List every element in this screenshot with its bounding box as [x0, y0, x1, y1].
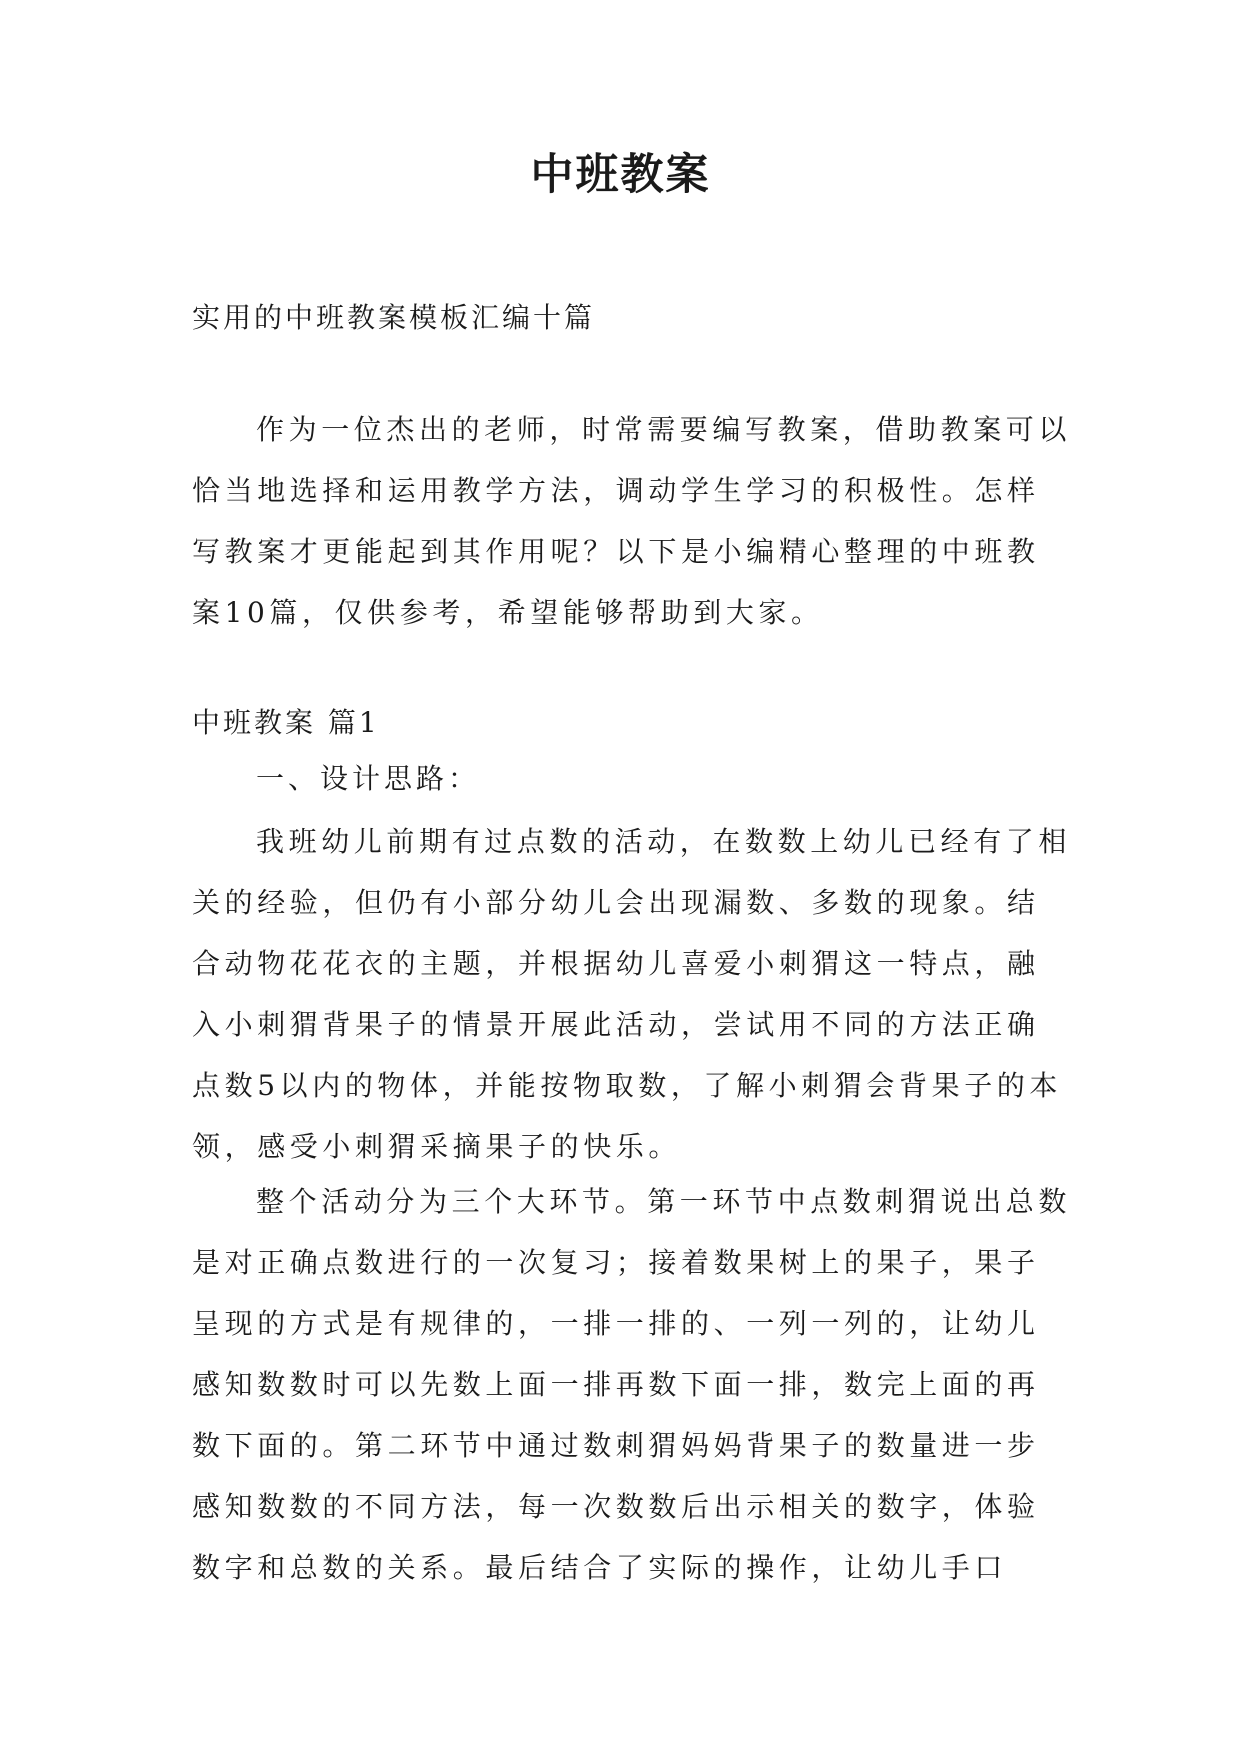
document-title: 中班教案 — [530, 150, 711, 200]
intro-paragraph: 作为一位杰出的老师，时常需要编写教案，借助教案可以恰当地选择和运用教学方法，调动学生学习的积极性。怎样写教案才更能起到其作用呢？以下是小编精心整理的中班教案10篇，仅供参考，希望能够帮助到大家。 — [192, 413, 1072, 629]
document-subtitle: 实用的中班教案模板汇编十篇 — [192, 301, 596, 334]
body-paragraph-1: 我班幼儿前期有过点数的活动，在数数上幼儿已经有了相关的经验，但仍有小部分幼儿会出现漏数、多数的现象。结合动物花花衣的主题，并根据幼儿喜爱小刺猬这一特点，融入小刺猬背果子的情景开展此活动，尝试用不同的方法正确点数5以内的物体，并能按物取数，了解小刺猬会背果子的本领，感受小刺猬采摘果子的快乐。 — [192, 825, 1072, 1163]
section-title: 中班教案 篇1 — [192, 706, 380, 739]
design-heading: 一、设计思路： — [256, 762, 481, 795]
body-paragraph-2: 整个活动分为三个大环节。第一环节中点数刺猬说出总数是对正确点数进行的一次复习；接着数果树上的果子，果子呈现的方式是有规律的，一排一排的、一列一列的，让幼儿感知数数时可以先数上面一排再数下面一排，数完上面的再数下面的。第二环节中通过数刺猬妈妈背果子的数量进一步感知数数的不同方法，每一次数数后出示相关的数字，体验数字和总数的关系。最后结合了实际的操作，让幼儿手口 — [192, 1185, 1072, 1584]
